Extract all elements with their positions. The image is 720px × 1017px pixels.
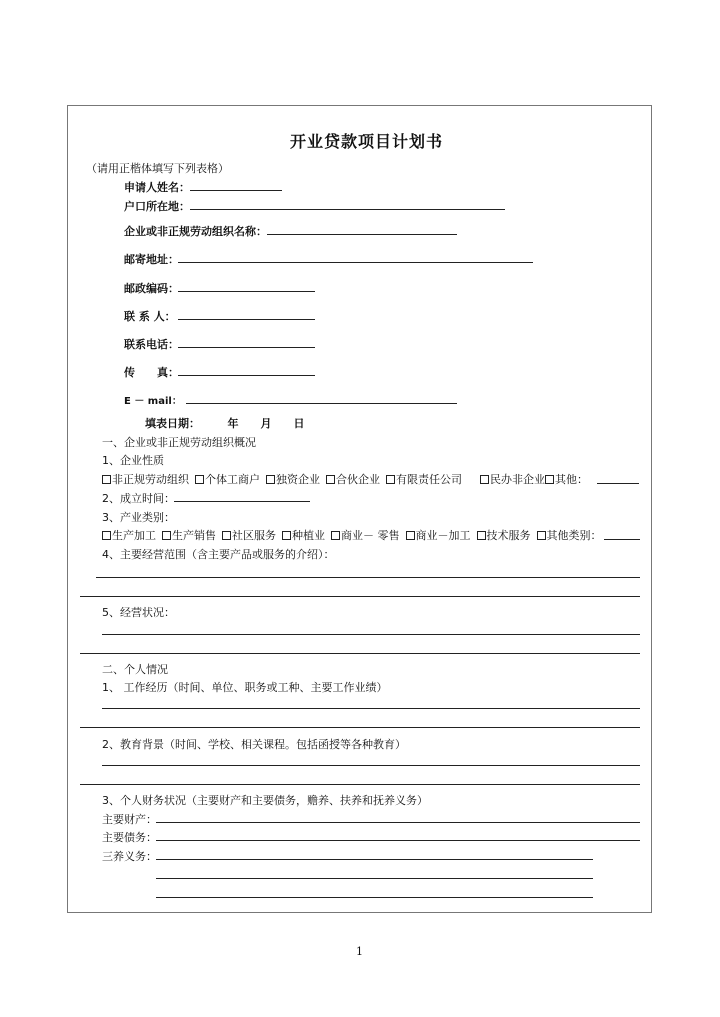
founded-label: 2、成立时间： [102, 492, 175, 505]
industry-option[interactable]: 商业－ 零售 [331, 529, 400, 542]
industry-option[interactable]: 商业－加工 [406, 529, 471, 542]
postcode-label: 邮政编码： [124, 282, 179, 295]
address-label: 邮寄地址： [124, 253, 179, 266]
work-line[interactable] [80, 727, 640, 728]
checkbox-icon[interactable] [537, 531, 546, 540]
scope-label: 4、主要经营范围（含主要产品或服务的介绍）： [102, 548, 335, 561]
household-label: 户口所在地： [124, 200, 190, 213]
finance-label: 3、个人财务状况（主要财产和主要债务，赡养、扶养和抚养义务） [102, 794, 428, 807]
debts-field[interactable] [156, 840, 640, 841]
checkbox-icon[interactable] [102, 475, 111, 484]
duty-label: 三养义务： [102, 850, 157, 863]
status-label: 5、经营状况： [102, 606, 175, 619]
nature-options [102, 471, 588, 487]
date-label: 填表日期： 年 月 日 [145, 417, 305, 430]
industry-option[interactable]: 其他类别： [537, 529, 602, 542]
nature-option[interactable]: 独资企业 [266, 473, 320, 486]
founded-field[interactable] [174, 501, 310, 502]
checkbox-icon[interactable] [222, 531, 231, 540]
contact-field[interactable] [178, 319, 315, 320]
fill-instruction: （请用正楷体填写下列表格） [86, 162, 229, 175]
household-field[interactable] [190, 209, 505, 210]
nature-label: 1、企业性质 [102, 454, 164, 467]
page-number: 1 [356, 945, 363, 958]
phone-field[interactable] [178, 347, 315, 348]
industry-option[interactable]: 种植业 [282, 529, 325, 542]
industry-other-field[interactable] [604, 539, 640, 540]
industry-options [102, 527, 602, 543]
industry-label: 3、产业类别： [102, 511, 175, 524]
nature-option[interactable]: 有限责任公司 [386, 473, 462, 486]
scope-line[interactable] [96, 577, 640, 578]
duty-line[interactable] [156, 897, 593, 898]
debts-label: 主要债务： [102, 831, 157, 844]
education-line[interactable] [102, 765, 640, 766]
assets-label: 主要财产： [102, 813, 157, 826]
section1-heading: 一、企业或非正规劳动组织概况 [102, 436, 256, 449]
org-name-field[interactable] [267, 234, 457, 235]
checkbox-icon[interactable] [331, 531, 340, 540]
checkbox-icon[interactable] [326, 475, 335, 484]
email-label: E － mail： [124, 396, 182, 407]
industry-option[interactable]: 技术服务 [477, 529, 531, 542]
address-field[interactable] [178, 262, 533, 263]
fax-field[interactable] [178, 375, 315, 376]
work-label: 1、 工作经历（时间、单位、职务或工种、主要工作业绩） [102, 681, 388, 694]
org-name-label: 企业或非正规劳动组织名称： [124, 225, 267, 238]
postcode-field[interactable] [178, 291, 315, 292]
nature-option[interactable]: 民办非企业 [480, 473, 545, 486]
nature-other-field[interactable] [597, 483, 639, 484]
checkbox-icon[interactable] [102, 531, 111, 540]
assets-field[interactable] [156, 822, 640, 823]
checkbox-icon[interactable] [477, 531, 486, 540]
nature-option[interactable]: 个体工商户 [195, 473, 260, 486]
fax-label: 传 真： [124, 366, 179, 379]
checkbox-icon[interactable] [162, 531, 171, 540]
applicant-label: 申请人姓名： [124, 181, 190, 194]
checkbox-icon[interactable] [406, 531, 415, 540]
checkbox-icon[interactable] [480, 475, 489, 484]
status-line[interactable] [80, 653, 640, 654]
checkbox-icon[interactable] [386, 475, 395, 484]
status-line[interactable] [102, 634, 640, 635]
nature-option[interactable]: 合伙企业 [326, 473, 380, 486]
checkbox-icon[interactable] [195, 475, 204, 484]
duty-line[interactable] [156, 878, 593, 879]
applicant-field[interactable] [190, 190, 282, 191]
education-label: 2、教育背景（时间、学校、相关课程。包括函授等各种教育） [102, 738, 406, 751]
email-field[interactable] [186, 403, 457, 404]
phone-label: 联系电话： [124, 338, 179, 351]
education-line[interactable] [80, 784, 640, 785]
section2-heading: 二、个人情况 [102, 663, 168, 676]
nature-option[interactable]: 非正规劳动组织 [102, 473, 189, 486]
industry-option[interactable]: 生产销售 [162, 529, 216, 542]
nature-option[interactable]: 其他： [545, 473, 588, 486]
checkbox-icon[interactable] [266, 475, 275, 484]
checkbox-icon[interactable] [545, 475, 554, 484]
duty-field[interactable] [156, 859, 593, 860]
industry-option[interactable]: 生产加工 [102, 529, 156, 542]
work-line[interactable] [102, 708, 640, 709]
page-title: 开业贷款项目计划书 [290, 132, 444, 151]
contact-label: 联 系 人： [124, 310, 176, 323]
industry-option[interactable]: 社区服务 [222, 529, 276, 542]
checkbox-icon[interactable] [282, 531, 291, 540]
scope-line[interactable] [80, 596, 640, 597]
